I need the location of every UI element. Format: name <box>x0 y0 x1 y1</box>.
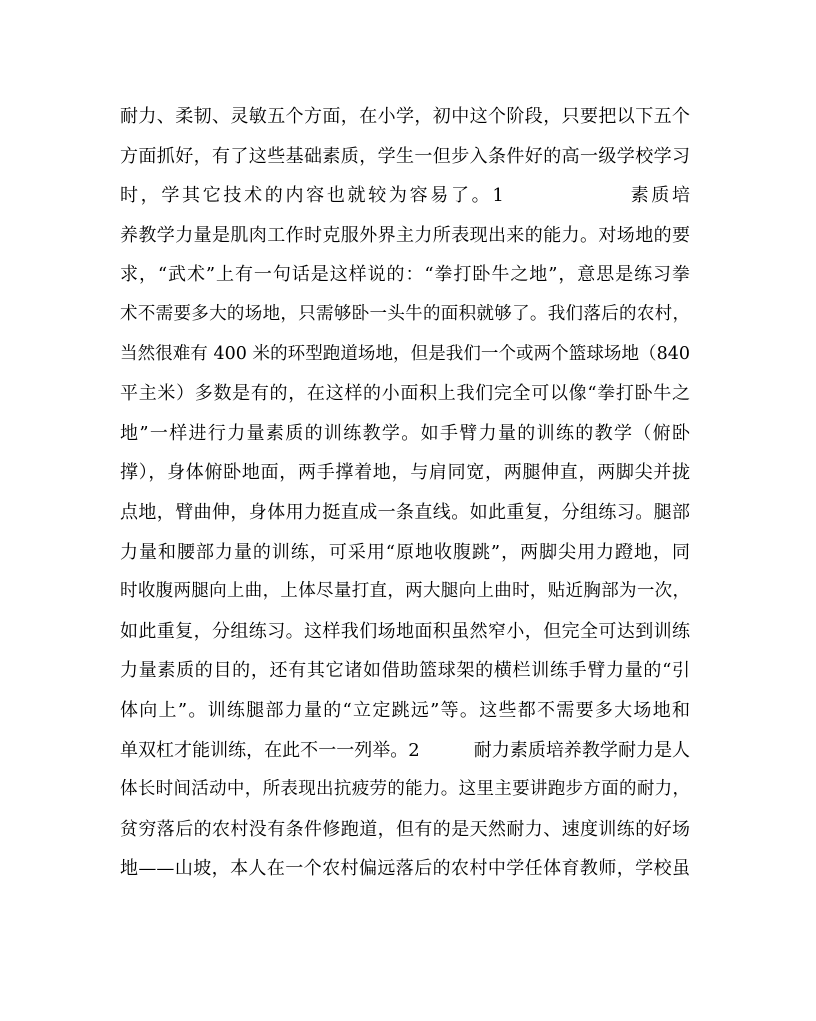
text-line: 耐力、柔韧、灵敏五个方面，在小学，初中这个阶段，只要把以下五个 <box>120 106 690 127</box>
text-line: 求，“武术”上有一句话是这样说的：“拳打卧牛之地”，意思是练习拳 <box>120 264 690 286</box>
text-line: 点地，臂曲伸，身体用力挺直成一条直线。如此重复，分组练习。腿部 <box>120 501 690 523</box>
text-line: 养教学力量是肌肉工作时克服外界主力所表现出来的能力。对场地的要 <box>120 224 690 246</box>
text-line: 地”一样进行力量素质的训练教学。如手臂力量的训练的教学（俯卧 <box>120 422 690 444</box>
text-line: 体长时间活动中，所表现出抗疲劳的能力。这里主要讲跑步方面的耐力， <box>120 779 690 800</box>
text-line: 撑），身体俯卧地面，两手撑着地，与肩同宽，两腿伸直，两脚尖并拢 <box>120 462 690 484</box>
text-line: 当然很难有 400 米的环型跑道场地，但是我们一个或两个篮球场地（840 <box>120 343 690 364</box>
text-line: 单双杠才能训练，在此不一一列举。2 耐力素质培养教学耐力是人 <box>120 739 690 761</box>
text-line: 时，学其它技术的内容也就较为容易了。1 素质培 <box>120 185 690 207</box>
text-line: 力量素质的目的，还有其它诸如借助篮球架的横栏训练手臂力量的“引 <box>120 660 690 682</box>
text-line: 时收腹两腿向上曲，上体尽量打直，两大腿向上曲时，贴近胸部为一次， <box>120 581 690 602</box>
text-line: 平主米）多数是有的，在这样的小面积上我们完全可以像“拳打卧牛之 <box>120 383 690 405</box>
text-line: 贫穷落后的农村没有条件修跑道，但有的是天然耐力、速度训练的好场 <box>120 818 690 840</box>
body-text <box>120 97 690 889</box>
text-line: 方面抓好，有了这些基础素质，学生一但步入条件好的高一级学校学习 <box>120 145 690 167</box>
text-line: 地——山坡，本人在一个农村偏远落后的农村中学任体育教师，学校虽 <box>120 858 690 880</box>
text-line: 力量和腰部力量的训练，可采用“原地收腹跳”，两脚尖用力蹬地，同 <box>120 541 690 563</box>
text-line: 体向上”。训练腿部力量的“立定跳远”等。这些都不需要多大场地和 <box>120 699 690 721</box>
text-line: 术不需要多大的场地，只需够卧一头牛的面积就够了。我们落后的农村， <box>120 303 690 324</box>
text-line: 如此重复，分组练习。这样我们场地面积虽然窄小，但完全可达到训练 <box>120 620 690 642</box>
